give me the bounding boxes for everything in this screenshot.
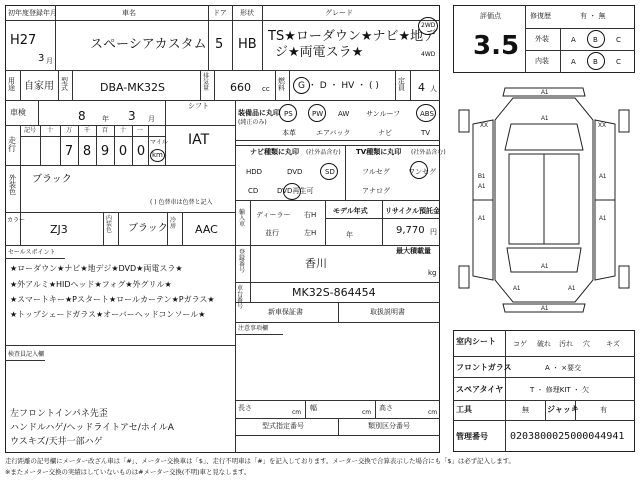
vehicle-info-form [5,5,440,453]
ac-label: 冷房 [170,217,177,230]
seat-item: コゲ [513,340,527,348]
displacement-unit: cc [262,85,270,93]
navi-sub: (社外品含む) [306,149,341,156]
exterior-label: 外装色 [9,174,16,196]
navi-dvd: DVD [287,168,303,176]
spare-tire-label: スペアタイヤ [456,385,504,394]
first-reg-label: 初年度登録年月 [8,9,57,17]
inspection-label: 車検 [10,108,26,117]
score-value: 3.5 [473,31,520,61]
tv-oneseg-circle [410,161,428,179]
tv-analog: アナログ [362,187,390,195]
capacity-value: 4 [418,81,425,94]
jack-value: 有 [600,406,607,414]
mileage-digit: 0 [118,144,128,159]
navi-cd: CD [248,187,259,195]
mileage-header-ichi: 一 [137,127,144,134]
inspector-line: ハンドルハゲ/ヘッドライトアセ/ホイルA [10,423,174,433]
inspector-label: 検査員記入欄 [8,351,45,358]
equip-sunroof: サンルーフ [366,110,401,118]
equip-aw: AW [338,110,350,118]
diagram-mark: XX [480,123,489,129]
tv-sub: (社外品含む) [411,149,446,156]
car-name-label: 車名 [122,9,136,17]
mileage-unit-km: km [152,151,163,159]
type-number-label: 型式指定番号 [262,422,304,430]
exterior-grade-a: A [571,36,576,44]
shape-value: HB [238,37,257,52]
import-dealer: ディーラー [256,211,291,219]
drive-2wd: 2WD [421,22,436,29]
interior-color-label: 内装色 [106,215,113,234]
car-name-value: スペーシアカスタム [90,37,207,52]
exterior-grade-b: B [593,36,598,44]
navi-dvd-play: DVD再生可 [277,187,314,195]
interior-color-value: ブラック [128,223,168,234]
equipment-label: 装備品に丸印 [238,109,280,117]
sales-point-line: ★外アルミ★HIDヘッド★フォグ★外グリル★ [10,280,172,289]
sales-point-line: ★スマートキー★Pスタート★ロールカーテン★Pガラス★ [10,295,215,304]
tv-header: TV種類に丸印 [356,148,402,156]
diagram-mark: A1 [599,174,607,180]
first-reg-year: H27 [10,33,37,48]
recycle-value: 9,770 [396,225,425,236]
model-value: DBA-MK32S [100,81,165,94]
navi-sd: SD [325,168,335,176]
mileage-digit: 9 [100,144,110,159]
handle-right: 右H [304,211,317,219]
class-number-label: 類別区分番号 [368,422,410,430]
repair-history-label: 修復歴 [530,12,551,20]
width-label: 幅 [310,404,317,412]
interior-grade-c: C [616,58,621,66]
interior-grade-label: 内装 [535,57,549,65]
mileage-header-ten-man: 十 [47,127,54,134]
manual-label: 取扱説明書 [370,308,405,316]
color-code-label: カラー [7,217,26,224]
equip-tv: TV [421,129,431,137]
tv-fullseg: フルセグ [362,168,390,176]
seat-item: 汚れ [559,340,573,348]
height-label: 高さ [379,404,393,412]
equipment-sublabel: (純正のみ) [238,119,267,126]
navi-hdd: HDD [246,168,263,176]
tools-label: 工具 [456,405,472,414]
recycle-label: リサイクル預託金 [385,207,441,215]
equip-pw-circle [308,104,326,122]
exterior-value: ブラック [32,174,72,185]
mileage-unit-mile: マイル [150,139,168,146]
mileage-digit: 7 [64,144,74,159]
import-label: 輸入車 [239,209,246,228]
repair-history-options: 有 ・ 無 [580,12,606,20]
recycle-unit: 円 [430,228,437,236]
seat-item: キズ [606,340,620,348]
mileage-header-sen: 千 [84,127,91,134]
registration-label: 登録番号 [239,249,246,274]
navi-dvd-play-circle [283,183,301,200]
interior-grade-b: B [593,58,598,66]
capacity-label: 定員 [398,77,405,92]
equip-leather: 本革 [282,129,296,137]
inspector-line: ウスキズ/天井一部ハゲ [10,437,103,447]
diagram-mark: A1 [568,286,576,292]
grade-label: グレード [325,9,353,17]
inspection-year-unit: 年 [102,115,109,123]
diagram-mark: A1 [541,264,549,270]
mileage-header-man: 万 [66,127,73,134]
door-value: 5 [215,37,224,52]
spare-tire-items: T ・ 修理KIT ・ 欠 [530,386,590,394]
inspection-year: 8 [78,109,86,123]
navi-sd-circle [320,163,338,180]
mileage-digit: 8 [82,144,92,159]
color-code-value: ZJ3 [50,223,68,236]
jack-label: ジャッキ [547,405,579,414]
shape-label: 形状 [240,9,254,17]
shift-value: IAT [188,132,210,148]
seat-item: 穴 [583,340,590,348]
inspector-line: 左フロントインパネ先歪 [10,409,108,419]
max-load-label: 最大積載量 [396,247,431,255]
car-damage-diagram [453,80,635,320]
equip-airbag: エアバック [316,129,351,137]
length-label: 長さ [238,404,252,412]
displacement-label: 排気量 [203,73,210,92]
diagram-mark: A1 [513,286,521,292]
exterior-grade-b-circle [587,30,605,48]
length-unit: cm [292,409,302,416]
new-car-warranty: 新車保証書 [268,308,303,316]
use-value: 自家用 [24,81,54,92]
footer-note-line2: ※またメーター交換の実績はしていないものは#メーター交換(不明)車と見なします。 [5,468,251,476]
ac-value: AAC [195,223,218,236]
import-parallel: 並行 [265,229,279,237]
shift-label: シフト [188,102,209,110]
mileage-header-ju: 十 [120,127,127,134]
exterior-grade-label: 外装 [535,35,549,43]
diagram-mark: A1 [478,184,486,190]
manage-number-value: 0203800025000044941 [510,431,625,442]
handle-left: 左H [304,229,317,237]
equip-ps: PS [284,110,293,118]
model-year-label: モデル年式 [333,207,368,215]
sales-points-label: セールスポイント [8,249,56,256]
displacement-value: 660 [230,81,251,94]
diagram-mark: A1 [478,216,486,222]
first-reg-month: 3 [38,53,45,64]
chassis-label: 車台番号 [237,285,244,310]
score-label: 評価点 [480,12,501,20]
diagram-mark: B1 [478,174,486,180]
diagram-mark: A1 [599,216,607,222]
interior-grade-b-circle [587,52,605,70]
height-unit: cm [428,409,438,416]
door-label: ドア [213,9,227,17]
max-load-unit: kg [428,269,437,277]
navi-header: ナビ種類に丸印 [250,148,299,156]
tools-value: 無 [522,406,529,414]
front-glass-label: フロントガラス [456,363,512,372]
footer-note-line1: 走行距離の記号欄にメーター改ざん車は「#」、メーター交換車は「$」、走行不明車は「#」を記入しております。メーター交換で合算表示した場合にも「$」は必ず記入します。 [5,457,515,465]
equip-abs-circle [416,104,436,122]
chassis-value: MK32S-864454 [292,286,376,299]
model-year-unit: 年 [346,231,353,239]
inspection-month: 3 [128,109,136,123]
inspection-month-unit: 月 [148,115,155,123]
sales-point-line: ★ローダウン★ナビ★地デジ★DVD★両電スラ★ [10,264,183,273]
width-unit: cm [362,409,372,416]
tv-oneseg: ワンセグ [408,168,436,176]
diagram-mark: A1 [541,306,549,312]
seat-item: 破れ [537,340,551,348]
grade-value-line2: ジ★両電スラ★ [275,45,364,60]
diagram-mark: A1 [541,116,549,122]
front-glass-items: A ・ ×要交 [545,364,582,372]
capacity-unit: 人 [430,85,437,93]
mileage-header-symbol: 記号 [24,127,37,134]
grade-value-line1: TS★ローダウン★ナビ★地デ [268,29,437,44]
diagram-mark: A1 [541,90,549,96]
exterior-grade-c: C [616,36,621,44]
registration-value: 香川 [305,257,327,270]
use-label: 用途 [8,77,15,92]
mileage-label: 走行 [8,136,16,153]
first-reg-month-unit: 月 [46,57,53,65]
equip-abs: ABS [420,110,434,118]
notes-label: 注意事項欄 [238,325,269,332]
equip-navi: ナビ [378,129,392,137]
fuel-g-circle [293,77,310,94]
interior-seat-label: 室内シート [456,337,496,346]
drive-4wd: 4WD [421,51,436,58]
equip-pw: PW [312,110,324,118]
exterior-note: ( ) 色替車は色替と記入 [150,199,213,206]
manage-number-label: 管理番号 [456,432,488,441]
model-label: 型式 [61,77,68,92]
mileage-header-hyaku: 百 [102,127,109,134]
fuel-label: 燃料 [278,77,285,92]
interior-grade-a: A [571,58,576,66]
fuel-options: G ・ D ・ HV ・ ( ) [298,81,379,91]
mileage-digit: 0 [136,144,146,159]
diagram-mark: XX [598,123,607,129]
sales-point-line: ★トップシェードガラス★オーバーヘッドコンソール★ [10,310,206,319]
equip-ps-circle [279,104,297,122]
